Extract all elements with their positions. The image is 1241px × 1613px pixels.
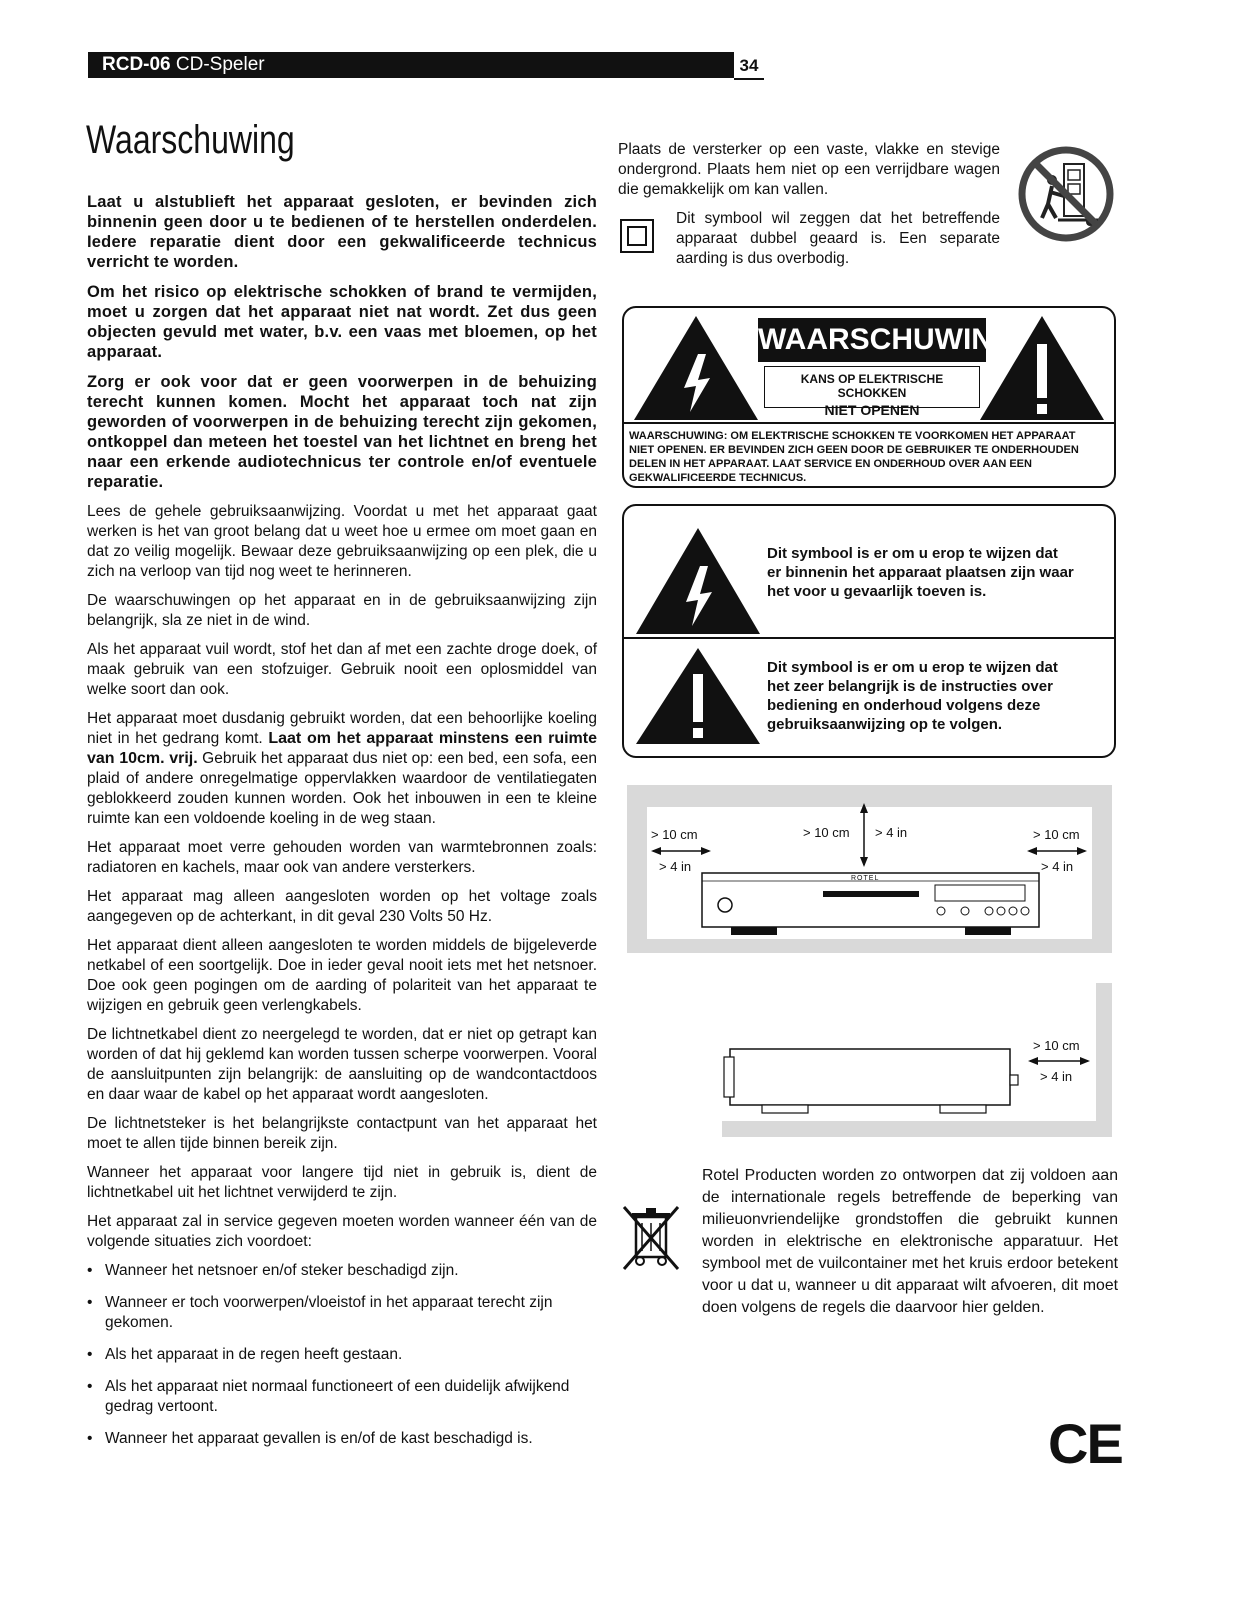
clearance-label-cm: > 10 cm bbox=[803, 825, 850, 840]
exclamation-triangle-icon bbox=[978, 314, 1106, 422]
clearance-label-in: > 4 in bbox=[1040, 1069, 1073, 1084]
list-item: • Wanneer het netsnoer en/of steker beschadigd zijn. bbox=[87, 1261, 597, 1281]
warning-label bbox=[622, 306, 1116, 488]
weee-bin-icon bbox=[620, 1203, 682, 1273]
paragraph: De lichtnetkabel dient zo neergelegd te worden, dat er niet op getrapt kan worden of dat hij geklemd kan worden tussen scherpe voorwerpen. Vooral de aansluitpunten zijn belangrijk: de aansluiting op de wandcontactdoos en daar waar de kabel op het apparaat wordt aangesloten. bbox=[87, 1026, 597, 1103]
ce-mark: CE bbox=[1048, 1412, 1122, 1475]
page-header bbox=[88, 52, 764, 78]
symbols-box bbox=[622, 504, 1116, 758]
bold-paragraph: Laat u alstublieft het apparaat gesloten, er bevinden zich binnenin geen door u te bedienen of te herstellen onderdelen. Iedere reparatie dient door een gekwalificeerde technicus verricht te worden. bbox=[87, 193, 597, 271]
clearance-diagram-side bbox=[722, 983, 1112, 1137]
paragraph: Het apparaat moet verre gehouden worden van warmtebronnen zoals: radiatoren en kachels, maar ook van andere versterkers. bbox=[87, 839, 597, 876]
cart-warning-text: Plaats de versterker op een vaste, vlakke en stevige ondergrond. Plaats hem niet op een verrijdbare wagen die gemakkelijk om kan vallen. bbox=[618, 141, 1000, 198]
divider bbox=[624, 637, 1114, 639]
list-item: • Wanneer er toch voorwerpen/vloeistof in het apparaat terecht zijn gekomen. bbox=[87, 1293, 597, 1333]
clearance-label-in: > 4 in bbox=[659, 859, 692, 874]
warning-subtitle: KANS OP ELEKTRISCHE SCHOKKEN NIET OPENEN bbox=[764, 366, 980, 408]
left-column bbox=[87, 192, 597, 1461]
lightning-triangle-icon bbox=[632, 314, 760, 422]
clearance-label-cm: > 10 cm bbox=[1033, 1038, 1080, 1053]
divider bbox=[624, 422, 1114, 424]
clearance-label-cm: > 10 cm bbox=[651, 827, 698, 842]
bold-paragraph: Zorg er ook voor dat er geen voorwerpen in de behuizing terecht kunnen komen. Mocht het apparaat toch nat zijn geworden of voorwerpen in de behuizing terecht zijn gekomen, ontkoppel dan meteen het toestel van het lichtnet en breng het naar een erkende audiotechnicus ter controle en/of eventuele reparatie. bbox=[87, 373, 597, 491]
clearance-label-in: > 4 in bbox=[875, 825, 908, 840]
double-insulation-icon bbox=[619, 218, 655, 254]
paragraph: Het apparaat mag alleen aangesloten worden op het voltage zoals aangegeven op de achterkant, in dit geval 230 Volts 50 Hz. bbox=[87, 888, 597, 925]
paragraph: De waarschuwingen op het apparaat en in de gebruiksaanwijzing zijn belangrijk, sla ze niet in de wind. bbox=[87, 592, 597, 629]
cd-player-front-drawing bbox=[627, 785, 1112, 953]
warning-caption: WAARSCHUWING: OM ELEKTRISCHE SCHOKKEN TE VOORKOMEN HET APPARAAT NIET OPENEN. ER BEVINDEN ZICH GEEN DOOR DE GEBRUIKER TE ONDERHOUDEN DELEN IN HET APPARAAT. LAAT SERVICE EN ONDERHOUD OVER AAN EEN GEKWALIFICEERDE TECHNICUS. bbox=[629, 430, 1079, 484]
clearance-label-cm: > 10 cm bbox=[1033, 827, 1080, 842]
header-model: RCD-06 CD-Speler bbox=[102, 54, 265, 75]
paragraph: Het apparaat zal in service gegeven moeten worden wanneer één van de volgende situaties zich voordoet: bbox=[87, 1213, 597, 1250]
list-item: • Wanneer het apparaat gevallen is en/of de kast beschadigd is. bbox=[87, 1429, 597, 1449]
clearance-label-in: > 4 in bbox=[1041, 859, 1074, 874]
paragraph: Het apparaat dient alleen aangesloten te worden middels de bijgeleverde netkabel of een soortgelijk. Doe in ieder geval nooit iets met het netsnoer. Doe ook geen pogingen om de aarding of polariteit van het apparaat te wijzigen en gebruik geen verlengkabels. bbox=[87, 937, 597, 1014]
page-number: 34 bbox=[734, 52, 764, 80]
paragraph: Wanneer het apparaat voor langere tijd niet in gebruik is, dient de lichtnetkabel uit het lichtnet verwijderd te zijn. bbox=[87, 1164, 597, 1201]
list-item: • Als het apparaat in de regen heeft gestaan. bbox=[87, 1345, 597, 1365]
exclamation-triangle-icon bbox=[634, 646, 762, 746]
brand-logo: ROTEL bbox=[851, 875, 880, 882]
exclamation-description: Dit symbool is er om u erop te wijzen dat het zeer belangrijk is de instructies over bediening en onderhoud volgens deze gebruiksaanwijzing op te volgen. bbox=[767, 659, 1058, 733]
paragraph: De lichtnetsteker is het belangrijkste contactpunt van het apparaat het moet te allen tijde binnen bereik zijn. bbox=[87, 1115, 597, 1152]
clearance-diagram-front bbox=[627, 785, 1112, 953]
paragraph-ventilation: Het apparaat moet dusdanig gebruikt worden, dat een behoorlijke koeling niet in het gedrang komt. Laat om het apparaat minstens een ruimte van 10cm. vrij. Gebruik het apparaat dus niet op: een bed, een sofa, een plaid of andere onregelmatige oppervlakken waardoor de ventilatiegaten geblokkeerd zouden kunnen worden. Ook het inbouwen in een te kleine ruimte kan een voldoende koeling in de weg staan. bbox=[87, 710, 597, 827]
cd-player-side-drawing bbox=[722, 983, 1112, 1137]
page-title: Waarschuwing bbox=[86, 118, 295, 162]
paragraph: Lees de gehele gebruiksaanwijzing. Voordat u met het apparaat gaat werken is het van groot belang dat u weet hoe u ermee om moet gaan en dat zo veilig mogelijk. Bewaar deze gebruiksaanwijzing op een plek, die u zich na verloop van tijd nog weet te herinneren. bbox=[87, 503, 597, 580]
lightning-triangle-icon bbox=[634, 526, 762, 636]
service-list bbox=[87, 1261, 597, 1449]
bold-paragraph: Om het risico op elektrische schokken of brand te vermijden, moet u zorgen dat het apparaat niet nat wordt. Zet dus geen objecten gevuld met water, b.v. een vaas met bloemen, op het apparaat. bbox=[87, 283, 597, 361]
list-item: • Als het apparaat niet normaal functioneert of een duidelijk afwijkend gedrag vertoont. bbox=[87, 1377, 597, 1417]
no-cart-icon bbox=[1018, 146, 1114, 242]
warning-title: WAARSCHUWING bbox=[758, 318, 986, 362]
lightning-description: Dit symbool is er om u erop te wijzen dat er binnenin het apparaat plaatsen zijn waar het voor u gevaarlijk toeven is. bbox=[767, 545, 1074, 600]
weee-text: Rotel Producten worden zo ontworpen dat zij voldoen aan de internationale regels betreffende de beperking van milieuonvriendelijke grondstoffen die gebruikt kunnen worden in elektrische en elektronische apparatuur. Het symbool met de vuilcontainer met het kruis erdoor betekent voor u dat u, wanneer u dit apparaat wilt afvoeren, dit moet doen volgens de regels die daarvoor hier gelden. bbox=[702, 1167, 1118, 1316]
double-insulation-text: Dit symbool wil zeggen dat het betreffende apparaat dubbel geaard is. Een separate aarding is dus overbodig. bbox=[676, 210, 1000, 267]
paragraph: Als het apparaat vuil wordt, stof het dan af met een zachte droge doek, of maak gebruik van een stofzuiger. Gebruik nooit een oplosmiddel van welke soort dan ook. bbox=[87, 641, 597, 698]
